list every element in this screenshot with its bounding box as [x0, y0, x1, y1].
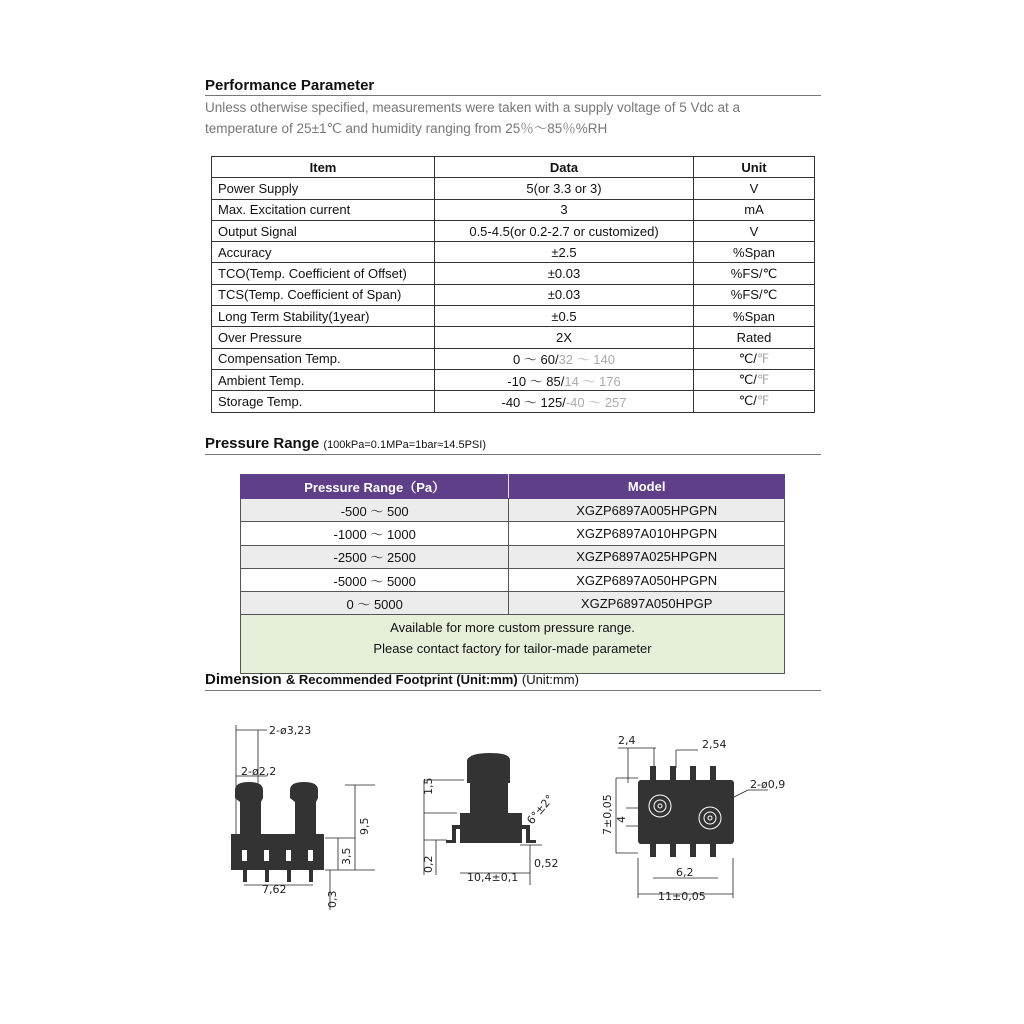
cell-data: [435, 327, 694, 348]
range-note: [241, 615, 785, 674]
cell-data: [435, 263, 694, 284]
front-dim-pin: 0,3: [326, 890, 339, 908]
cell-unit-fahrenheit: ℉: [756, 393, 770, 409]
cell-model: XGZP6897A025HPGPN: [509, 545, 785, 568]
cell-item: Compensation Temp.: [212, 348, 435, 369]
cell-unit-value: mA: [744, 202, 764, 218]
cell-unit-value: %Span: [733, 244, 775, 260]
front-dim-body: 3,5: [340, 847, 353, 865]
top-dim-p1: 2,4: [618, 734, 636, 747]
performance-title: [205, 77, 374, 94]
performance-row: [212, 348, 815, 369]
cell-data: [435, 369, 694, 390]
pressure-range-subtitle: (100kPa=0.1MPa=1bar≈14.5PSI): [323, 439, 486, 451]
side-dim-angle: 6°±2°: [524, 792, 557, 827]
cell-item: TCS(Temp. Coefficient of Span): [212, 284, 435, 305]
performance-row: [212, 178, 815, 199]
performance-row: [212, 306, 815, 327]
cell-item: Max. Excitation current: [212, 199, 435, 220]
cell-range: 0 ～ 5000: [241, 592, 509, 615]
cell-data: [435, 348, 694, 369]
top-dim-w2: 11±0,05: [658, 890, 706, 903]
cell-unit-value: %FS/℃: [730, 286, 778, 302]
range-row: [241, 568, 785, 591]
cell-item: Output Signal: [212, 220, 435, 241]
dimension-rule: [205, 690, 821, 691]
side-view-drawing: [412, 745, 572, 890]
cell-data-value: 2X: [556, 330, 572, 346]
performance-header-row: [212, 157, 815, 178]
cell-data: [435, 220, 694, 241]
cell-model: XGZP6897A010HPGPN: [509, 522, 785, 545]
range-header-row: [241, 475, 785, 499]
cell-data-value: -10 ～ 85/: [507, 373, 565, 389]
front-dim-width: 7,62: [262, 883, 287, 896]
cell-data: [435, 306, 694, 327]
dimension-title-footprint: & Recommended Footprint (Unit:mm): [285, 672, 518, 687]
range-row: [241, 522, 785, 545]
cell-data: [435, 199, 694, 220]
top-dim-p2: 2,54: [702, 738, 727, 751]
top-view-drawing: [598, 728, 803, 908]
front-dim-inner: 2-ø2,2: [241, 765, 277, 778]
cell-unit-fahrenheit: ℉: [756, 372, 770, 388]
cell-unit: [694, 199, 815, 220]
cell-data-value: ±0.03: [547, 266, 581, 282]
cell-unit-value: ℃/: [738, 393, 757, 409]
performance-intro: [205, 97, 825, 139]
cell-range: -500 ～ 500: [241, 499, 509, 522]
cell-data: [435, 178, 694, 199]
header-data: Data: [435, 157, 694, 178]
pressure-range-title: [205, 435, 486, 452]
top-dim-h1: 7±0,05: [601, 794, 614, 835]
front-view-drawing: [225, 720, 375, 915]
range-row: [241, 545, 785, 568]
cell-unit: [694, 178, 815, 199]
pressure-range-rule: [205, 454, 821, 455]
header-unit: Unit: [694, 157, 815, 178]
range-row: [241, 499, 785, 522]
cell-item: Ambient Temp.: [212, 369, 435, 390]
cell-item: Storage Temp.: [212, 391, 435, 412]
cell-unit-value: V: [749, 180, 759, 196]
cell-data-value: 5(or 3.3 or 3): [526, 180, 602, 196]
range-row: [241, 592, 785, 615]
cell-data-value: 0 ～ 60/: [513, 352, 559, 368]
cell-unit: [694, 348, 815, 369]
cell-item: Power Supply: [212, 178, 435, 199]
cell-model: XGZP6897A050HPGPN: [509, 568, 785, 591]
top-dim-w1: 6,2: [676, 866, 694, 879]
performance-row: [212, 391, 815, 412]
performance-rule: [205, 95, 821, 96]
cell-item: TCO(Temp. Coefficient of Offset): [212, 263, 435, 284]
cell-data-fahrenheit: 32 ～ 140: [558, 352, 615, 368]
cell-model: XGZP6897A005HPGPN: [509, 499, 785, 522]
performance-row: [212, 263, 815, 284]
pressure-range-title-text: Pressure Range: [205, 435, 320, 452]
dimension-title-unit: (Unit:mm): [521, 672, 579, 687]
cell-unit-value: ℃/: [738, 350, 757, 366]
cell-data-value: -40 ～ 125/: [501, 394, 566, 410]
cell-data-fahrenheit: -40 ～ 257: [565, 394, 627, 410]
top-dim-hole: 2-ø0,9: [750, 778, 786, 791]
range-note-row: [241, 615, 785, 674]
performance-table: [211, 156, 815, 413]
cell-unit-value: V: [749, 223, 759, 239]
top-dim-h2: 4: [615, 816, 628, 823]
cell-range: -2500 ～ 2500: [241, 545, 509, 568]
dimension-title: [205, 671, 579, 688]
note-line-1: Available for more custom pressure range.: [390, 620, 635, 636]
cell-item: Over Pressure: [212, 327, 435, 348]
cell-unit: [694, 263, 815, 284]
cell-unit: [694, 242, 815, 263]
side-dim-height: 1,5: [422, 777, 435, 795]
cell-unit: [694, 369, 815, 390]
cell-unit-value: %Span: [733, 308, 775, 324]
performance-row: [212, 369, 815, 390]
performance-row: [212, 242, 815, 263]
header-pressure-range: Pressure Range（Pa）: [241, 475, 509, 499]
cell-data: [435, 242, 694, 263]
cell-unit: [694, 391, 815, 412]
performance-row: [212, 220, 815, 241]
cell-data-value: ±2.5: [551, 244, 577, 260]
cell-data-value: ±0.03: [547, 287, 581, 303]
side-dim-width: 10,4±0,1: [467, 871, 519, 884]
cell-range: -5000 ～ 5000: [241, 568, 509, 591]
cell-data: [435, 391, 694, 412]
front-dim-height: 9,5: [358, 817, 371, 835]
header-item: Item: [212, 157, 435, 178]
cell-unit-value: %FS/℃: [730, 265, 778, 281]
cell-unit-fahrenheit: ℉: [756, 350, 770, 366]
front-dim-outer: 2-ø3,23: [269, 724, 312, 737]
cell-unit: [694, 306, 815, 327]
cell-data-value: 0.5-4.5(or 0.2-2.7 or customized): [469, 223, 659, 239]
cell-data-value: 3: [560, 202, 568, 218]
cell-unit: [694, 220, 815, 241]
cell-data-value: ±0.5: [551, 308, 577, 324]
cell-unit-value: Rated: [736, 330, 772, 346]
performance-row: [212, 284, 815, 305]
cell-item: Long Term Stability(1year): [212, 306, 435, 327]
performance-title-text: Performance Parameter: [205, 77, 375, 94]
note-line-2: Please contact factory for tailor-made parameter: [373, 641, 652, 657]
cell-unit-value: ℃/: [738, 372, 757, 388]
performance-row: [212, 199, 815, 220]
cell-data: [435, 284, 694, 305]
header-model: Model: [509, 475, 785, 499]
cell-data-fahrenheit: 14 ～ 176: [564, 373, 621, 389]
side-dim-lead: 0,52: [534, 857, 559, 870]
side-dim-thickness: 0,2: [422, 855, 435, 873]
intro-line-1: Unless otherwise specified, measurements were taken with a supply voltage of 5 Vdc at a: [205, 100, 741, 115]
cell-unit: [694, 327, 815, 348]
cell-range: -1000 ～ 1000: [241, 522, 509, 545]
pressure-range-table: [240, 474, 785, 674]
intro-line-2: temperature of 25±1℃ and humidity ranging from 25％～85％%RH: [205, 121, 608, 136]
performance-row: [212, 327, 815, 348]
cell-item: Accuracy: [212, 242, 435, 263]
cell-unit: [694, 284, 815, 305]
dimension-title-text: Dimension: [205, 671, 282, 688]
cell-model: XGZP6897A050HPGP: [509, 592, 785, 615]
